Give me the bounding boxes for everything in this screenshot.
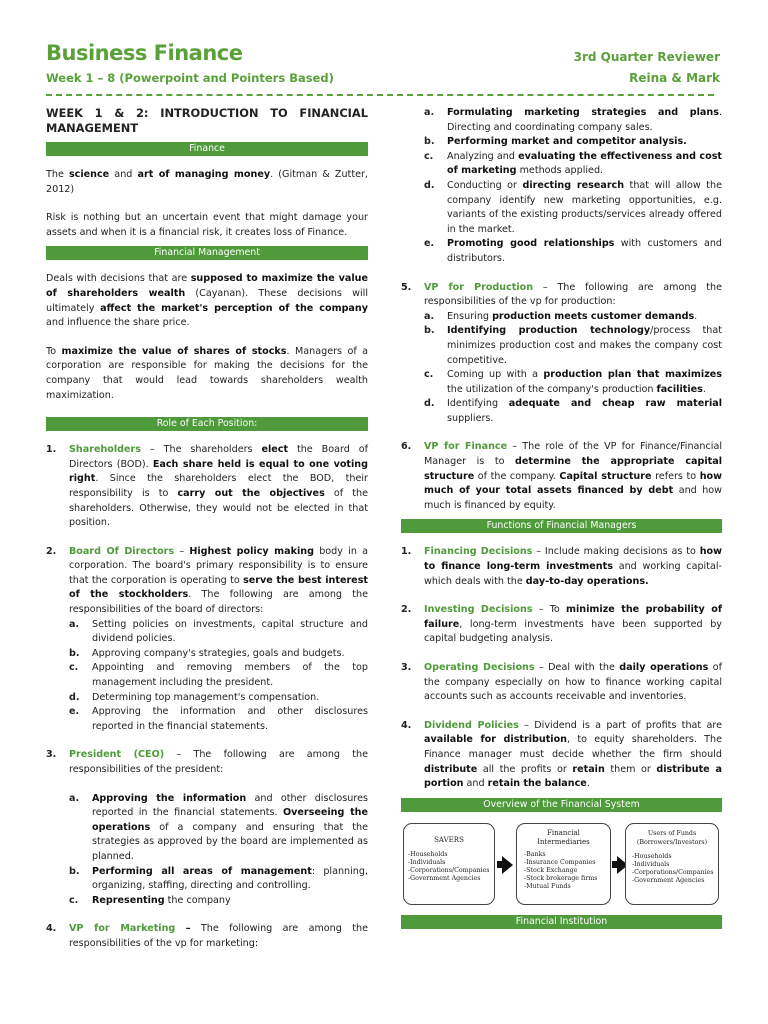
sub-item: a. Setting policies on investments, capital structure and dividend policies. bbox=[69, 618, 368, 645]
sub-item: d. Determining top management's compensation. bbox=[69, 691, 320, 703]
header-divider bbox=[46, 94, 714, 96]
page-title: Business Finance bbox=[46, 41, 243, 65]
users-item: -Individuals bbox=[632, 860, 670, 868]
page-subtitle: Week 1 – 8 (Powerpoint and Pointers Based) bbox=[46, 71, 334, 85]
list-item: 1. Financing Decisions – Include making decisions as to how to finance long-term investments and working capital-which deals with the day-to-day operations. bbox=[401, 546, 722, 587]
risk-definition: Risk is nothing but an uncertain event that might damage your assets and when it is a financial risk, it creates loss of Finance. bbox=[46, 212, 368, 238]
list-item: 5. VP for Production – The following are among the responsibilities of the vp for production: a. Ensuring production meets customer demands. b. Identifying production technology/process that minimizes production cost and makes the company cost competitive. c. Coming up with a production plan that maximizes the utilization of the company's production facilities. d. Identifying adequate and cheap raw material suppliers. bbox=[401, 281, 722, 427]
week-heading bbox=[46, 106, 368, 136]
sub-item: b. Approving company's strategies, goals and budgets. bbox=[69, 647, 345, 659]
sub-item: a. Approving the information and other disclosures reported in the financial statements. Overseeing the operations of a company and ensuring that the strategies as approved by the board are implemented as planned. bbox=[69, 792, 368, 862]
savers-item: -Government Agencies bbox=[408, 874, 481, 882]
intermediaries-item: -Insurance Companies bbox=[524, 858, 596, 866]
arrow-right-icon bbox=[502, 856, 513, 874]
users-title-2: (Borrowers/Investors) bbox=[636, 838, 708, 846]
section-bar-finance: Finance bbox=[46, 142, 368, 156]
users-item: -Corporations/Companies bbox=[632, 868, 714, 876]
users-box bbox=[625, 823, 719, 905]
list-item: 6. VP for Finance – The role of the VP for Finance/Financial Manager is to determine the appropriate capital structure of the company. Capital structure refers to how much of your total assets financed by debt and how much is financed by equity. bbox=[401, 441, 723, 511]
sub-item: c. Coming up with a production plan that maximizes the utilization of the company's production facilities. bbox=[424, 369, 722, 395]
fin-mgmt-paragraph-1: Deals with decisions that are supposed to maximize the value of shareholders wealth (Cayanan). These decisions will ultimately affect the market's perception of the company and influence the share price. bbox=[46, 273, 368, 329]
finance-definition: The science and art of managing money. (Gitman & Zutter, 2012) bbox=[46, 169, 368, 195]
fin-mgmt-paragraph-2: To maximize the value of shares of stocks. Managers of a corporation are responsible for making the decisions for the company that would lead towards shareholders wealth maximization. bbox=[46, 345, 368, 401]
list-item: 4. Dividend Policies – Dividend is a part of profits that are available for distribution, to equity shareholders. The Finance manager must decide whether the firm should distribute all the profits or retain them or distribute a portion and retain the balance. bbox=[401, 719, 723, 790]
financial-system-diagram bbox=[401, 818, 722, 911]
users-item: -Households bbox=[632, 852, 672, 860]
sub-item: c. Appointing and removing members of the top management including the president. bbox=[69, 662, 368, 689]
list-item: 2. Board Of Directors – Highest policy making body in a corporation. The board's primary responsibility is to ensure that the corporation is operating to serve the best interest of the stockholders. The following are among the responsibilities of the board of directors: a. Setting policies on investments, capital structure and dividend policies. b. Approving company's strategies, goals and budgets. c. Appointing and removing members of the top management including the president. d. Determining top management's compensation. e. Approving the information and other disclosures reported in the financial statements. bbox=[46, 545, 368, 735]
week-heading-line-1: WEEK 1 & 2: INTRODUCTION TO FINANCIAL bbox=[46, 106, 368, 120]
list-item: 2. Investing Decisions – To minimize the probability of failure, long-term investments have been supported by capital budgeting analysis. bbox=[401, 604, 723, 645]
sub-item: a. Formulating marketing strategies and plans. Directing and coordinating company sales. bbox=[424, 107, 722, 133]
sub-item: c. Representing the company bbox=[69, 894, 231, 906]
intermediaries-title-2: Intermediaries bbox=[537, 837, 590, 846]
savers-item: -Households bbox=[408, 850, 448, 858]
intermediaries-title-1: Financial bbox=[547, 828, 580, 837]
section-bar-roles: Role of Each Position: bbox=[46, 417, 368, 431]
savers-title: SAVERS bbox=[434, 835, 464, 844]
section-bar-functions: Functions of Financial Managers bbox=[401, 519, 722, 533]
right-column bbox=[401, 106, 722, 929]
savers-box bbox=[403, 823, 495, 905]
list-item: 3. Operating Decisions – Deal with the daily operations of the company especially on how to finance working capital accounts such as accounts receivable and inventories. bbox=[401, 662, 722, 703]
week-heading-line-2: MANAGEMENT bbox=[46, 121, 139, 135]
section-bar-financial-management: Financial Management bbox=[46, 246, 368, 260]
sub-item: c. Analyzing and evaluating the effectiveness and cost of marketing methods applied. bbox=[424, 150, 722, 177]
sub-item: b. Performing market and competitor analysis. bbox=[424, 136, 687, 148]
section-bar-overview: Overview of the Financial System bbox=[401, 798, 722, 812]
users-item: -Government Agencies bbox=[632, 876, 705, 884]
sub-item: a. Ensuring production meets customer demands. bbox=[424, 310, 698, 322]
section-bar-institution: Financial Institution bbox=[401, 915, 722, 929]
savers-item: -Individuals bbox=[408, 858, 446, 866]
intermediaries-item: -Mutual Funds bbox=[524, 882, 571, 890]
intermediaries-item: -Stock brokerage firms bbox=[524, 874, 598, 882]
savers-item: -Corporations/Companies bbox=[408, 866, 490, 874]
users-title-1: Users of Funds bbox=[647, 829, 697, 837]
intermediaries-item: -Banks bbox=[524, 850, 546, 858]
sub-item: e. Promoting good relationships with customers and distributors. bbox=[424, 238, 723, 264]
left-column bbox=[46, 106, 368, 952]
intermediaries-item: -Stock Exchange bbox=[524, 866, 578, 874]
sub-item: e. Approving the information and other disclosures reported in the financial statements. bbox=[69, 706, 368, 732]
intermediaries-box bbox=[516, 823, 611, 905]
sub-item: b. Performing all areas of management: planning, organizing, staffing, directing and controlling. bbox=[69, 865, 369, 892]
quarter-label: 3rd Quarter Reviewer bbox=[573, 50, 720, 64]
sub-item: d. Conducting or directing research that will allow the company identify new marketing opportunities, e.g. variants of the existing products/services already offered in the market. bbox=[424, 179, 722, 235]
list-item: 1. Shareholders – The shareholders elect the Board of Directors (BOD). Each share held is equal to one voting right. Since the shareholders elect the BOD, their responsibility is to carry out the objectives of the shareholders. Otherwise, they would not be elected in that position. bbox=[46, 444, 369, 529]
list-item: 4. VP for Marketing – The following are among the responsibilities of the vp for marketing: bbox=[46, 923, 368, 949]
sub-item: b. Identifying production technology/process that minimizes production cost and makes the company cost competitive. bbox=[424, 325, 722, 366]
list-item: 3. President (CEO) – The following are among the responsibilities of the president: a. Approving the information and other disclosures reported in the financial statements. Overseeing the operations of a company and ensuring that the strategies as approved by the board are implemented as planned. b. Performing all areas of management: planning, organizing, staffing, directing and controlling. c. Representing the company bbox=[46, 748, 368, 908]
authors-label: Reina & Mark bbox=[629, 71, 720, 85]
sub-item: d. Identifying adequate and cheap raw material suppliers. bbox=[424, 398, 722, 424]
